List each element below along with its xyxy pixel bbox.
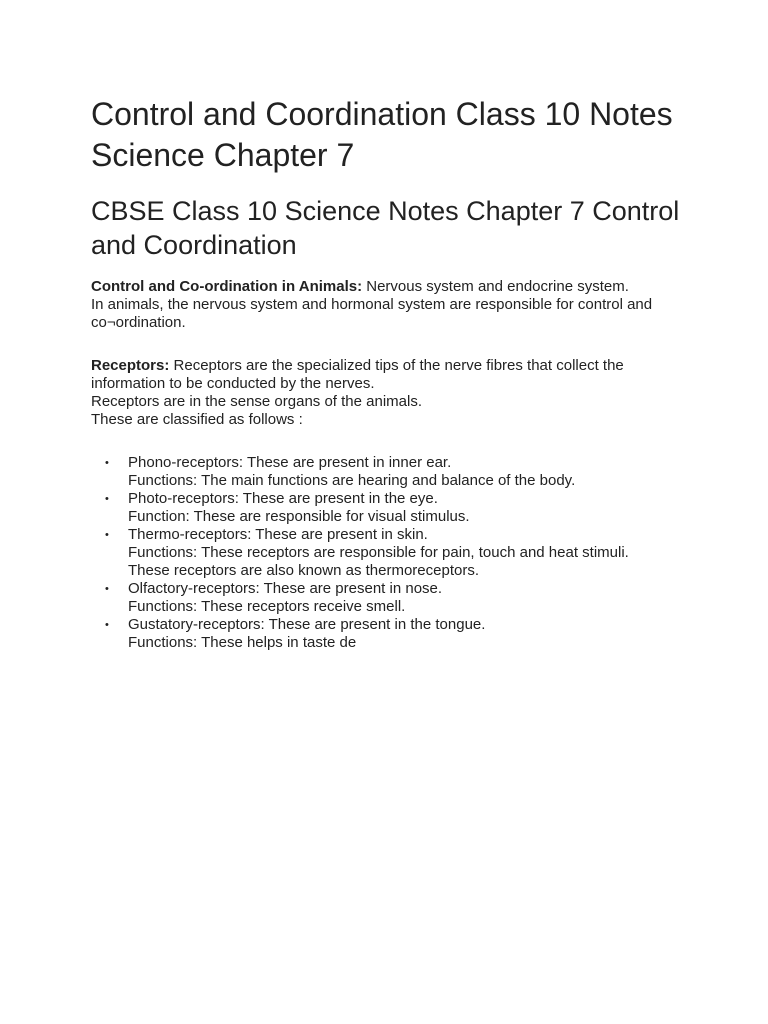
receptors-text-3: These are classified as follows : bbox=[91, 411, 303, 428]
animals-paragraph bbox=[91, 278, 691, 332]
list-item-line: Gustatory-receptors: These are present in the tongue. bbox=[128, 616, 486, 633]
document-page bbox=[91, 94, 691, 652]
list-item-line: These receptors are also known as thermoreceptors. bbox=[128, 562, 479, 579]
animals-text-1: Nervous system and endocrine system. bbox=[362, 278, 629, 295]
list-item bbox=[91, 490, 691, 526]
page-subtitle: CBSE Class 10 Science Notes Chapter 7 Control and Coordination bbox=[91, 196, 680, 260]
receptors-label: Receptors: bbox=[91, 357, 170, 374]
bullet-icon: • bbox=[105, 529, 109, 541]
list-item-line: Photo-receptors: These are present in the eye. bbox=[128, 490, 438, 507]
receptors-paragraph bbox=[91, 357, 691, 429]
list-item-line: Phono-receptors: These are present in inner ear. bbox=[128, 454, 452, 471]
list-item bbox=[91, 616, 691, 652]
list-item bbox=[91, 454, 691, 490]
list-item-line: Thermo-receptors: These are present in skin. bbox=[128, 526, 428, 543]
page-title: Control and Coordination Class 10 Notes Science Chapter 7 bbox=[91, 96, 673, 173]
receptors-text-2: Receptors are in the sense organs of the animals. bbox=[91, 393, 423, 410]
bullet-icon: • bbox=[105, 583, 109, 595]
list-item bbox=[91, 526, 691, 580]
bullet-icon: • bbox=[105, 493, 109, 505]
list-item-line: Functions: These helps in taste de bbox=[128, 634, 357, 651]
animals-label: Control and Co-ordination in Animals: bbox=[91, 278, 363, 295]
receptors-text-1: Receptors are the specialized tips of the nerve fibres that collect the information to be conducted by the nerves. bbox=[91, 357, 624, 392]
receptor-list bbox=[91, 454, 691, 652]
list-item-line: Functions: These receptors receive smell. bbox=[128, 598, 406, 615]
list-item-line: Functions: The main functions are hearing and balance of the body. bbox=[128, 472, 576, 489]
list-item-line: Function: These are responsible for visual stimulus. bbox=[128, 508, 470, 525]
list-item-line: Functions: These receptors are responsible for pain, touch and heat stimuli. bbox=[128, 544, 629, 561]
bullet-icon: • bbox=[105, 619, 109, 631]
list-item bbox=[91, 580, 691, 616]
animals-text-2: In animals, the nervous system and hormonal system are responsible for control and co¬ordination. bbox=[91, 296, 653, 331]
bullet-icon: • bbox=[105, 457, 109, 469]
list-item-line: Olfactory-receptors: These are present in nose. bbox=[128, 580, 443, 597]
